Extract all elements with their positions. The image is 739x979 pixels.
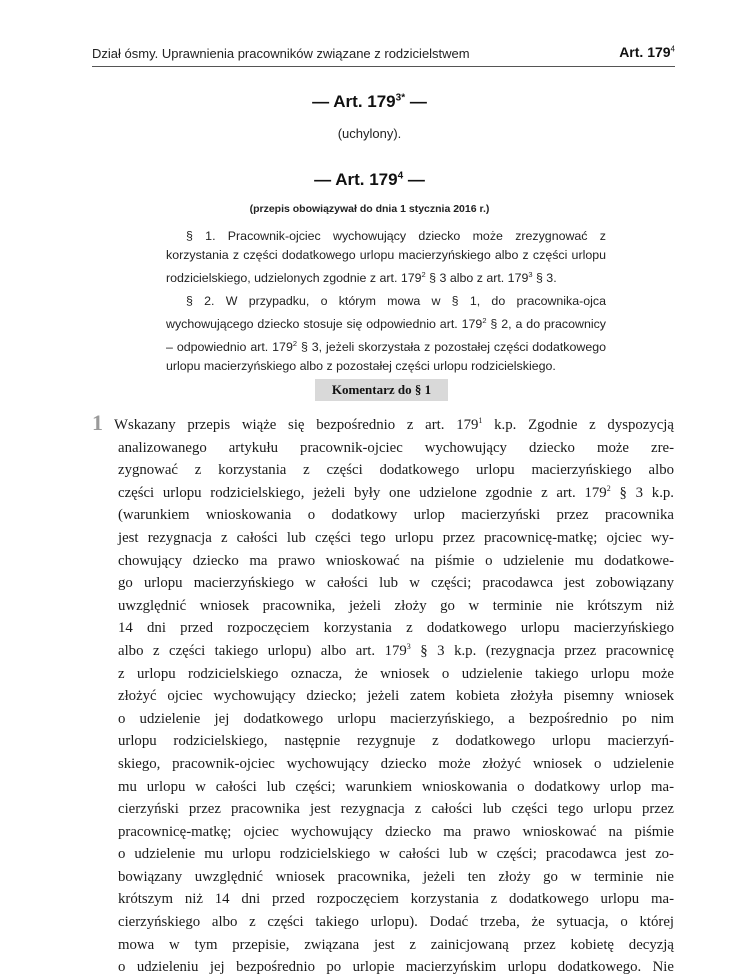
law-paragraph-2: § 2. W przypadku, o którym mowa w § 1, do pracownika-ojca wychowującego dziecko stosuje się odpowiednio art. $179^2$ § 2, a do pracownicy – odpowiednio art. $179^2$ § 3, jeżeli skorzystała z pozostałej części dodatkowego urlopu macierzyńskiego albo z pozostałej części urlopu rodzicielskiego. bbox=[166, 294, 606, 374]
commentary-line: albo z części takiego urlopu) albo art. $179^3$ § 3 k.p. (rezygnacja przez pracownicę bbox=[118, 642, 674, 659]
commentary-line: bowiązany uwzględnić wniosek pracownika, jeżeli ten złoży go w terminie nie bbox=[118, 868, 674, 885]
article-validity-note: (przepis obowiązywał do dnia 1 stycznia 2016 r.) bbox=[249, 203, 490, 215]
commentary-line: go urlopu macierzyńskiego w całości lub w części; pracodawca jest zobowiązany bbox=[118, 575, 674, 592]
commentary-line: 14 dni przed rozpoczęciem korzystania z dodatkowego urlopu macierzyńskiego bbox=[118, 620, 674, 637]
commentary-line: uwzględnić wniosek pracownika, jeżeli złoży go w terminie nie krótszym niż bbox=[118, 597, 674, 614]
header-chapter-title: Dział ósmy. Uprawnienia pracowników związane z rodzicielstwem bbox=[92, 46, 470, 61]
commentary-line: krótszym niż 14 dni przed rozpoczęciem korzystania z dodatkowego urlopu ma- bbox=[118, 891, 674, 908]
commentary-line: zygnować z korzystania z części dodatkowego urlopu macierzyńskiego albo bbox=[118, 462, 674, 479]
commentary-line: chowujący dziecko ma prawo wnioskować na piśmie o udzielenie mu dodatkowe- bbox=[118, 552, 674, 569]
commentary-line: z urlopu rodzicielskiego oznacza, że wniosek o udzielenie takiego urlopu może bbox=[118, 665, 674, 682]
law-text bbox=[166, 227, 606, 380]
commentary-line: pracownicę-matkę; ojciec wychowujący dziecko ma prawo wnioskować na piśmie bbox=[118, 823, 674, 840]
commentary-line: mu urlopu w całości lub części; warunkiem wnioskowania o dodatkowy urlop ma- bbox=[118, 778, 674, 795]
commentary-line: części urlopu rodzicielskiego, jeżeli były one udzielone zgodnie z art. $179^2$ § 3 k.p. bbox=[118, 483, 674, 501]
article-status-repealed: (uchylony). bbox=[337, 126, 402, 141]
commentary-line: mowa w tym przepisie, związana jest z zainicjowaną przez kobietę decyzją bbox=[118, 936, 674, 953]
commentary-line: o udzielenie mu urlopu rodzicielskiego w całości lub w części; pracodawca jest zo- bbox=[118, 846, 674, 863]
commentary-line: o udzielenie jej dodatkowego urlopu macierzyńskiego, a bezpośrednio po nim bbox=[118, 710, 674, 727]
commentary-line: urlopu rodzicielskiego, następnie rezygnuje z dodatkowego urlopu macierzyń- bbox=[118, 733, 674, 750]
commentary-line: skiego, pracownik-ojciec wychowujący dziecko może złożyć wniosek o udzielenie bbox=[118, 755, 674, 772]
commentary-line: cierzyńskiego albo z części takiego urlopu). Dodać trzeba, że sytuacja, o której bbox=[118, 914, 674, 931]
commentary-line: Wskazany przepis wiąże się bezpośrednio z art. $179^1$ k.p. Zgodnie z dyspozycją bbox=[114, 416, 674, 433]
commentary-line: (warunkiem wnioskowania o dodatkowy urlop macierzyński przez pracownika bbox=[118, 507, 674, 524]
article-heading-179-3: — Art. $179^{3*}$ — bbox=[312, 92, 427, 111]
running-header bbox=[92, 40, 675, 67]
article-heading-179-4: — Art. $179^4$ — bbox=[314, 170, 425, 189]
margin-paragraph-number: 1 bbox=[92, 410, 103, 435]
commentary-heading: Komentarz do § 1 bbox=[315, 379, 448, 401]
commentary-line: analizowanego artykułu pracownik-ojciec wychowujący dziecko może zre- bbox=[118, 439, 674, 456]
commentary-line: złożyć ojciec wychowujący dziecko; jeżeli zatem kobieta złożyła pisemny wniosek bbox=[118, 688, 674, 705]
commentary-line: o udzieleniu jej bezpośrednio po urlopie macierzyńskim urlopu dodatkowego. Nie bbox=[118, 959, 674, 976]
commentary-text bbox=[114, 414, 674, 979]
law-paragraph-1: § 1. Pracownik-ojciec wychowujący dziecko może zrezygnować z korzystania z części dodatkowego urlopu macierzyńskiego albo z części urlopu rodzicielskiego, udzielonych zgodnie z art. $179^2$ § 3 albo z art. $179^3$ § 3. bbox=[166, 229, 606, 286]
header-article-ref: Art. $179^4$ bbox=[619, 44, 675, 60]
commentary-line: cierzyński przez pracownika jest rezygnacja z całości lub części tego urlopu przez bbox=[118, 801, 674, 818]
commentary-line: jest rezygnacja z całości lub części tego urlopu przez pracownicę-matkę; ojciec wy- bbox=[118, 529, 674, 546]
